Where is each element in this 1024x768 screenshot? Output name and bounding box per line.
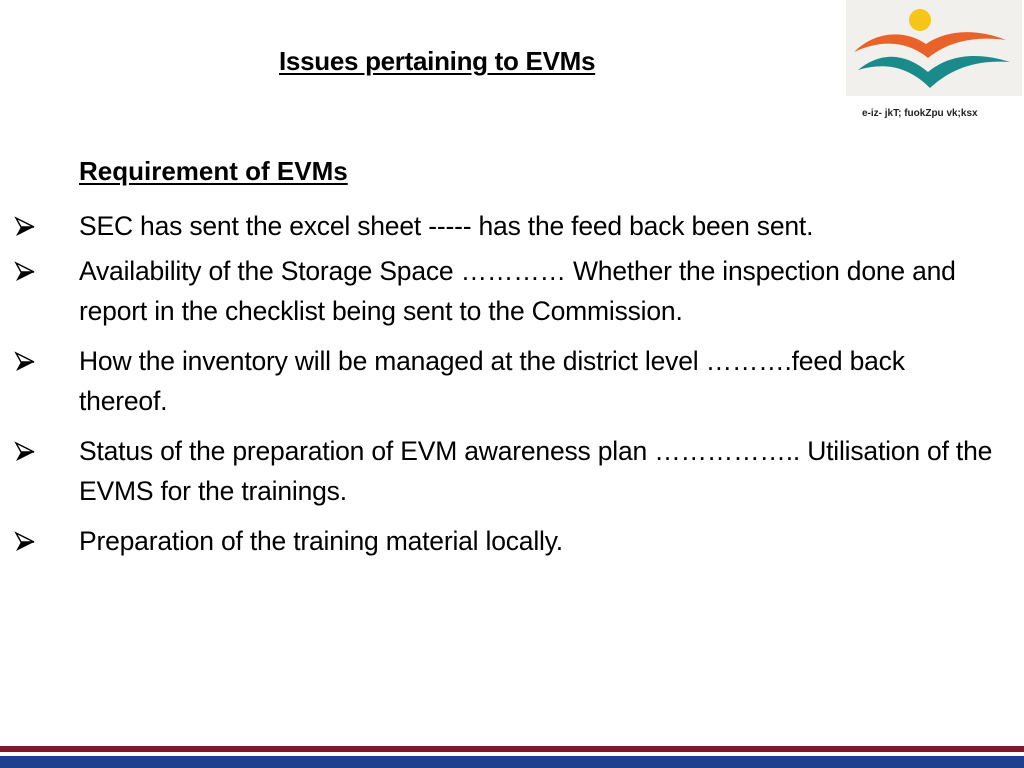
bullet-text: Status of the preparation of EVM awareness plan …………….. Utilisation of the EVMS for the trainings. bbox=[79, 436, 993, 506]
list-item bbox=[0, 201, 1024, 251]
bullet-text: Availability of the Storage Space ………… Whether the inspection done and report in the checklist being sent to the Commission. bbox=[79, 256, 956, 326]
section-subheading: Requirement of EVMs bbox=[79, 156, 348, 186]
logo-graphic bbox=[846, 0, 1022, 96]
logo-teal-wing bbox=[858, 56, 1010, 88]
bullet-text: SEC has sent the excel sheet ----- has the feed back been sent. bbox=[79, 211, 814, 241]
arrow-bullet-icon bbox=[14, 251, 36, 291]
arrow-bullet-icon bbox=[14, 341, 36, 381]
logo-caption: e-iz- jkT; fuokZpu vk;ksx bbox=[862, 108, 978, 119]
arrow-bullet-icon bbox=[14, 201, 36, 251]
slide-title: Issues pertaining to EVMs bbox=[279, 46, 596, 76]
logo-orange-wing bbox=[854, 32, 1006, 58]
bullet-text: Preparation of the training material locally. bbox=[79, 526, 563, 556]
list-item bbox=[0, 251, 1024, 331]
logo-sun bbox=[909, 9, 931, 31]
list-item bbox=[0, 521, 1024, 561]
list-item bbox=[0, 341, 1024, 421]
arrow-bullet-icon bbox=[14, 431, 36, 471]
footer-bar-blue bbox=[0, 756, 1024, 768]
election-commission-logo bbox=[846, 0, 1022, 96]
list-item bbox=[0, 431, 1024, 511]
bullet-text: How the inventory will be managed at the district level ……….feed back thereof. bbox=[79, 346, 905, 416]
bullet-list bbox=[0, 201, 1024, 571]
arrow-bullet-icon bbox=[14, 521, 36, 561]
